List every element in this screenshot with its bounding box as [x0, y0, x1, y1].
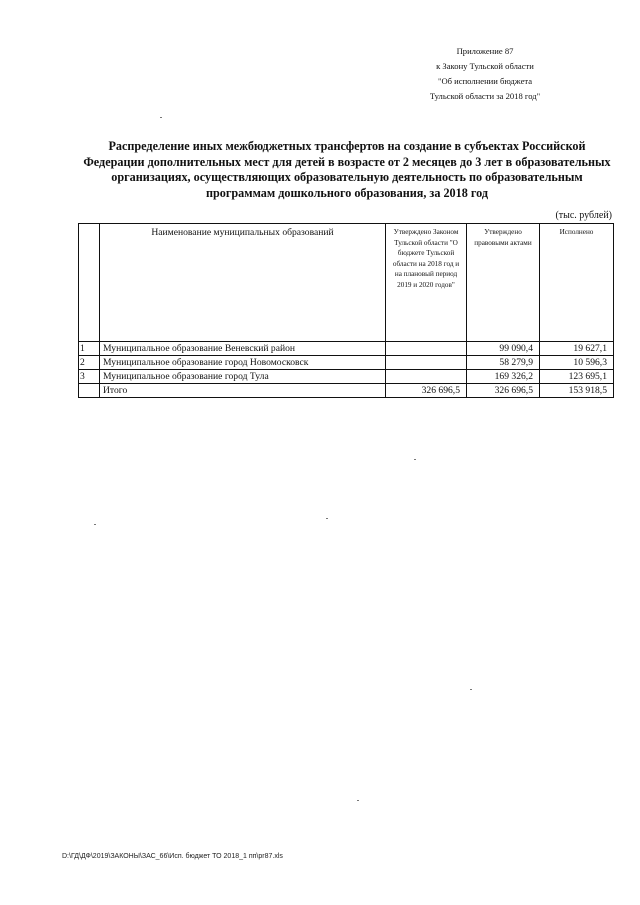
row-approved-law [386, 356, 467, 370]
scan-speck [470, 689, 472, 690]
table-total-row [79, 384, 614, 398]
total-name: Итого [100, 384, 386, 398]
table-header-row [79, 224, 614, 342]
header-approved-acts: Утверждено правовыми актами [467, 224, 540, 342]
scan-speck [326, 518, 328, 519]
row-approved-acts: 99 090,4 [467, 342, 540, 356]
total-executed: 153 918,5 [540, 384, 614, 398]
header-name: Наименование муниципальных образований [100, 224, 386, 342]
file-path-footer: D:\ГД\ДФ\2019\ЗАКОНЫ\ЗАС_66\Исп. бюджет ТО 2018_1 пп\pr87.xls [62, 853, 283, 860]
total-index [79, 384, 100, 398]
unit-label: (тыс. рублей) [555, 210, 612, 221]
scan-speck [160, 117, 162, 118]
row-name: Муниципальное образование Веневский район [100, 342, 386, 356]
row-index: 3 [79, 370, 100, 384]
table-row [79, 356, 614, 370]
transfers-table [78, 223, 614, 398]
scan-speck [414, 459, 416, 460]
table-row [79, 342, 614, 356]
scan-speck [94, 524, 96, 525]
header-index [79, 224, 100, 342]
header-executed: Исполнено [540, 224, 614, 342]
row-executed: 123 695,1 [540, 370, 614, 384]
row-executed: 19 627,1 [540, 342, 614, 356]
row-name: Муниципальное образование город Тула [100, 370, 386, 384]
total-approved-law: 326 696,5 [386, 384, 467, 398]
scan-speck [357, 800, 359, 801]
row-approved-law [386, 370, 467, 384]
appendix-line: к Закону Тульской области [436, 61, 534, 71]
appendix-line: "Об исполнении бюджета [437, 76, 533, 86]
row-approved-acts: 169 326,2 [467, 370, 540, 384]
appendix-line: Приложение 87 [456, 46, 514, 56]
table-row [79, 370, 614, 384]
row-index: 1 [79, 342, 100, 356]
total-approved-acts: 326 696,5 [467, 384, 540, 398]
row-index: 2 [79, 356, 100, 370]
document-title: Распределение иных межбюджетных трансфертов на создание в субъектах Российской Федерации дополнительных мест для детей в возрасте от 2 месяцев до 3 лет в образовательных организациях, осуществляющих образовательную деятельность по образовательным программам дошкольного образования, за 2018 год [83, 139, 611, 200]
row-name: Муниципальное образование город Новомосковск [100, 356, 386, 370]
row-approved-acts: 58 279,9 [467, 356, 540, 370]
appendix-header [400, 44, 570, 104]
row-executed: 10 596,3 [540, 356, 614, 370]
row-approved-law [386, 342, 467, 356]
header-approved-law: Утверждено Законом Тульской области "О бюджете Тульской области на 2018 год и на плановый период 2019 и 2020 годов" [386, 224, 467, 342]
appendix-line: Тульской области за 2018 год" [429, 91, 541, 101]
